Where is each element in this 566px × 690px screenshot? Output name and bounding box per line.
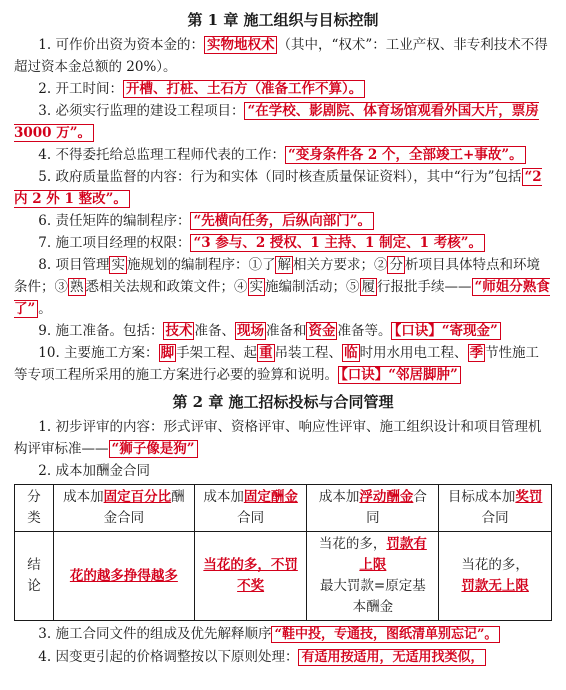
item-1-9 bbox=[14, 320, 552, 342]
item-text: 4. 不得委托给总监理工程师代表的工作： bbox=[38, 147, 285, 163]
mnemonic-word: 技术 bbox=[165, 323, 193, 339]
cell-text: 成本加 bbox=[318, 489, 360, 505]
item-text: 7. 施工项目经理的权限： bbox=[38, 235, 191, 251]
item-text: 吊装工程、 bbox=[274, 345, 343, 361]
item-text: 施编制活动；⑤ bbox=[265, 279, 360, 295]
item-text: 。 bbox=[38, 301, 52, 317]
table-cell bbox=[307, 485, 439, 532]
cell-key: 罚款有上限 bbox=[359, 536, 427, 573]
mnemonic-char: 重 bbox=[259, 345, 273, 361]
item-text: 准备等。 bbox=[337, 323, 392, 339]
chapter-2-title: 第 2 章 施工招标投标与合同管理 bbox=[172, 393, 394, 411]
mnemonic-char: 临 bbox=[344, 345, 358, 361]
row-label-conclusion: 结论 bbox=[15, 532, 54, 621]
item-2-3 bbox=[14, 623, 552, 646]
item-text: 时用水用电工程、 bbox=[359, 345, 468, 361]
mnemonic-word: 资金 bbox=[308, 323, 336, 339]
key-phrase: “在学校、影剧院、体育场馆观看外国大片，票房 3000 万”。 bbox=[14, 103, 539, 141]
mnemonic-word: 现场 bbox=[236, 323, 264, 339]
key-phrase: “狮子像是狗” bbox=[109, 440, 198, 458]
table-cell bbox=[439, 485, 552, 532]
table-cell bbox=[194, 532, 307, 621]
cell-key: 固定酬金 bbox=[243, 489, 298, 505]
cell-key: 罚款无上限 bbox=[461, 578, 529, 594]
mnemonic-char: 实 bbox=[249, 279, 263, 295]
cell-text: 合同 bbox=[366, 489, 427, 526]
item-2-1 bbox=[14, 416, 552, 460]
item-text: 10. 主要施工方案： bbox=[38, 345, 159, 361]
cell-key: 花的越多挣得越多 bbox=[69, 567, 178, 584]
cell-text: 目标成本加 bbox=[447, 489, 516, 505]
cell-key: 固定百分比 bbox=[103, 489, 172, 505]
item-text: 悉相关法规和政策文件；④ bbox=[85, 279, 248, 295]
table-cell bbox=[194, 485, 307, 532]
table-cell bbox=[54, 532, 195, 621]
item-text: 准备和 bbox=[265, 323, 307, 339]
item-1-10 bbox=[14, 342, 552, 386]
key-phrase: 【口诀】“寄现金” bbox=[391, 322, 500, 340]
item-text: （其中，“权术”：工业产权、非专利技术不得超过资本金总额的 20%）。 bbox=[14, 37, 548, 75]
item-text: 析项目具体特点和环境条件；③ bbox=[14, 257, 540, 295]
item-1-1 bbox=[14, 34, 552, 78]
mnemonic-char: 熟 bbox=[70, 279, 84, 295]
row-label-category: 分类 bbox=[15, 485, 54, 532]
key-phrase: 【口诀】“邻居脚肿” bbox=[338, 366, 461, 384]
cell-text: 合同 bbox=[237, 510, 265, 526]
cell-key: 浮动酬金 bbox=[359, 489, 414, 505]
item-text: 1. 可作价出资为资本金的： bbox=[38, 37, 204, 53]
item-text: 9. 施工准备。包括： bbox=[38, 323, 164, 339]
mnemonic-char: 季 bbox=[469, 345, 484, 361]
item-1-5 bbox=[14, 166, 552, 210]
item-text: 6. 责任矩阵的编制程序： bbox=[38, 213, 191, 229]
mnemonic-char: 履 bbox=[361, 279, 375, 295]
item-text: 手架工程、起 bbox=[176, 345, 258, 361]
cell-text: 最大罚款=原定基本酬金 bbox=[319, 578, 426, 615]
item-text: 准备、 bbox=[194, 323, 235, 339]
key-phrase: “变身条件各 2 个，全部竣工+事故”。 bbox=[285, 146, 526, 164]
key-phrase: 开槽、打桩、土石方（准备工作不算）。 bbox=[123, 80, 365, 98]
item-text: 5. 政府质量监督的内容：行为和实体（同时核查质量保证资料），其中“行为”包括 bbox=[38, 169, 522, 185]
cell-key: 奖罚 bbox=[515, 489, 543, 505]
table-cell bbox=[307, 532, 439, 621]
cell-text: 当花的多， bbox=[318, 536, 387, 552]
mnemonic-char: 实 bbox=[111, 257, 125, 273]
table-header-row bbox=[15, 485, 552, 532]
item-text: 8. 项目管理 bbox=[38, 257, 110, 273]
item-text: 3. 必须实行监理的建设工程项目： bbox=[38, 103, 245, 119]
cell-text: 合同 bbox=[481, 510, 509, 526]
key-phrase: 有适用按适用，无适用找类似， bbox=[298, 649, 486, 666]
cell-text: 酬金合同 bbox=[103, 489, 185, 526]
chapter-1-title: 第 1 章 施工组织与目标控制 bbox=[187, 11, 379, 29]
cell-text: 当花的多， bbox=[461, 557, 529, 573]
item-text: 行报批手续—— bbox=[377, 279, 472, 295]
item-1-3 bbox=[14, 100, 552, 144]
mnemonic-char: 分 bbox=[389, 257, 403, 273]
cell-key: 当花的多，不罚不奖 bbox=[203, 557, 298, 594]
key-phrase: “2 内 2 外 1 整改”。 bbox=[14, 169, 542, 207]
item-1-2 bbox=[14, 78, 552, 100]
item-text: 施规划的编制程序：①了 bbox=[126, 257, 276, 273]
item-text: 1. 初步评审的内容：形式评审、资格评审、响应性评审、施工组织设计和项目管理机构评审标准—— bbox=[14, 419, 542, 457]
cell-text: 成本加 bbox=[203, 489, 244, 505]
table-row bbox=[15, 532, 552, 621]
item-1-6 bbox=[14, 210, 552, 232]
mnemonic-char: 解 bbox=[277, 257, 291, 273]
item-1-4 bbox=[14, 144, 552, 166]
mnemonic-char: 脚 bbox=[160, 345, 175, 361]
item-text: 3. 施工合同文件的组成及优先解释顺序 bbox=[38, 626, 272, 642]
item-2-2: 2. 成本加酬金合同 bbox=[38, 463, 150, 479]
item-text: 2. 开工时间： bbox=[38, 81, 123, 97]
item-text: 节性施工等专项工程所采用的施工方案进行必要的验算和说明。 bbox=[14, 345, 540, 383]
key-phrase: “3 参与、2 授权、1 主持、1 制定、1 考核”。 bbox=[190, 234, 485, 252]
item-text: 4. 因变更引起的价格调整按以下原则处理： bbox=[38, 649, 299, 665]
item-1-8 bbox=[14, 254, 552, 320]
item-text: 相关方要求；② bbox=[292, 257, 388, 273]
key-phrase: “师姐分熟食了” bbox=[14, 279, 550, 317]
cell-text: 成本加 bbox=[63, 489, 104, 505]
item-2-4 bbox=[14, 646, 552, 669]
key-phrase: 实物地权术 bbox=[204, 36, 278, 54]
key-phrase: “鞋中投，专通技，图纸清单别忘记”。 bbox=[271, 626, 500, 643]
item-1-7 bbox=[14, 232, 552, 254]
key-phrase: “先横向任务，后纵向部门”。 bbox=[190, 212, 374, 230]
table-cell bbox=[54, 485, 195, 532]
table-cell bbox=[439, 532, 552, 621]
cost-plus-contract-table bbox=[14, 484, 552, 621]
